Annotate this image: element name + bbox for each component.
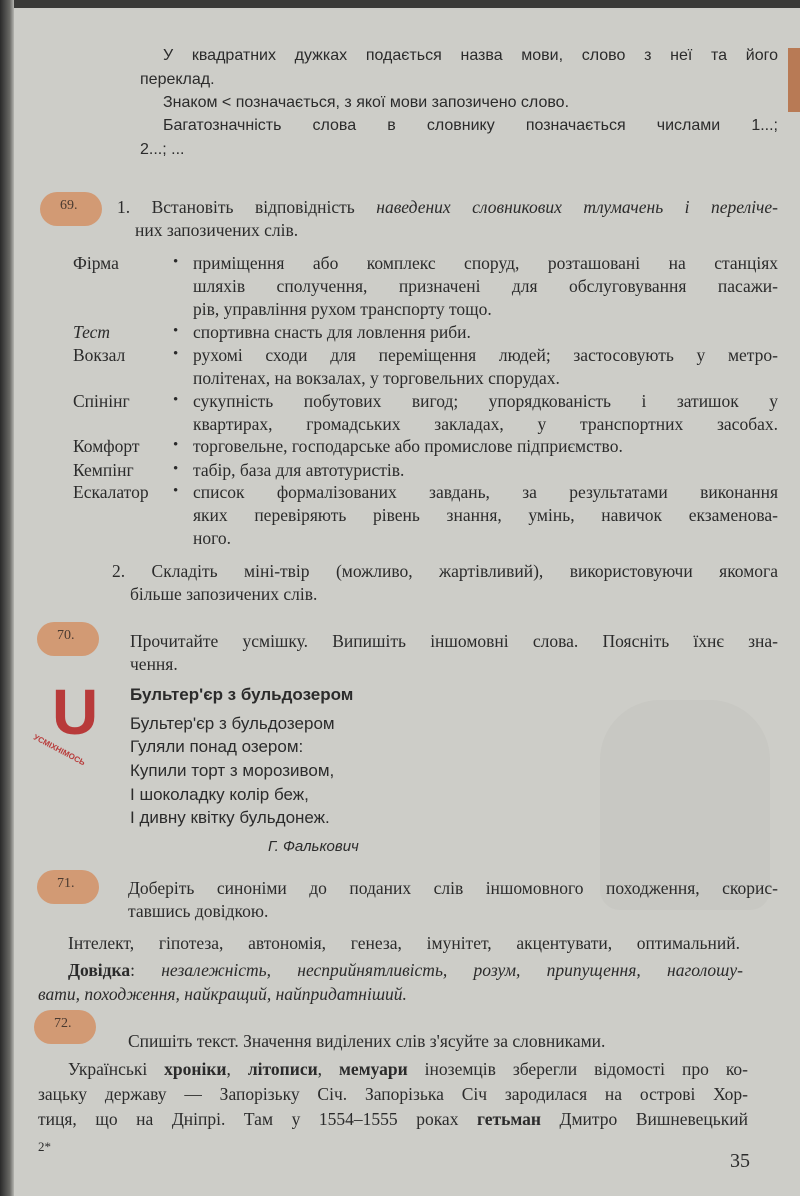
term: Вокзал xyxy=(73,345,126,365)
bullet: • xyxy=(173,392,179,408)
term: Комфорт xyxy=(73,436,140,456)
definition-line: список формалізованих завдань, за результатами виконання xyxy=(193,482,778,502)
definition-line: спортивна снасть для ловлення риби. xyxy=(193,322,471,342)
definition-line: політенах, на вокзалах, у торговельних спорудах. xyxy=(193,368,560,388)
exercise-71-words: Інтелект, гіпотеза, автономія, генеза, імунітет, акцентувати, оптимальний. xyxy=(68,933,740,953)
poem-title: Бультер'єр з бульдозером xyxy=(130,685,354,704)
paragraph-line xyxy=(68,1058,748,1080)
paragraph-line xyxy=(38,1108,748,1130)
text: тиця, що на Дніпрі. Там у 1554–1555 роках xyxy=(38,1109,478,1129)
book-spine-shadow xyxy=(0,0,14,1196)
exercise-71-task-cont: тавшись довідкою. xyxy=(128,901,269,921)
definition-line: ного. xyxy=(193,528,231,548)
intro-line: переклад. xyxy=(140,71,215,88)
definition-line: табір, база для автотуристів. xyxy=(193,460,405,480)
exercise-number-badge: 69. xyxy=(40,192,102,226)
bullet: • xyxy=(173,346,179,362)
definition-line: рухомі сходи для переміщення людей; застосовують у метро- xyxy=(193,345,778,365)
poem-line: Бультер'єр з бульдозером xyxy=(130,714,335,733)
hint-label: Довідка xyxy=(68,960,131,980)
definition-line: квартирах, громадських закладах, у транспортних засобах. xyxy=(193,414,778,434)
term: Тест xyxy=(73,322,111,342)
definition-line: шляхів сполучення, призначені для обслуговування пасажи- xyxy=(193,276,778,296)
highlighted-word: мемуари xyxy=(339,1059,408,1079)
bullet: • xyxy=(173,437,179,453)
text: , xyxy=(317,1059,340,1079)
definition-line: торговельне, господарське або промислове підприємство. xyxy=(193,436,623,456)
poem-line: І шоколадку колір беж, xyxy=(130,785,309,804)
intro-line: Багатозначність слова в словнику позначається числами 1...; xyxy=(163,117,778,134)
exercise-69-task-cont: них запозичених слів. xyxy=(135,220,299,240)
highlighted-word: хроніки xyxy=(164,1059,227,1079)
term: Кемпінг xyxy=(73,460,134,480)
bullet: • xyxy=(173,323,179,339)
task-text: 1. Встановіть відповідність xyxy=(117,197,377,217)
exercise-69-task2-cont: більше запозичених слів. xyxy=(130,584,318,604)
intro-line: 2...; ... xyxy=(140,141,185,158)
term: Фірма xyxy=(73,253,119,273)
intro-line: У квадратних дужках подається назва мови, слово з неї та його xyxy=(163,47,778,64)
logo-letter: U xyxy=(52,676,99,748)
poem-author: Г. Фалькович xyxy=(268,838,359,855)
exercise-71-task: Доберіть синоніми до поданих слів іншомовного походження, скорис- xyxy=(128,878,778,898)
highlighted-word: гетьман xyxy=(477,1109,541,1129)
term: Спінінг xyxy=(73,391,130,411)
page-number: 35 xyxy=(730,1150,750,1172)
definition-line: яких перевіряють рівень знання, умінь, навичок екзаменова- xyxy=(193,505,778,525)
highlighted-word: літописи xyxy=(247,1059,318,1079)
exercise-70-task-cont: чення. xyxy=(130,654,178,674)
logo-text: УСМІХНІМОСЬ xyxy=(31,732,87,768)
exercise-71-hint-cont: вати, походження, найкращий, найпридатніший. xyxy=(38,984,407,1004)
bullet: • xyxy=(173,461,179,477)
hint-words: незалежність, несприйнятливість, розум, припущення, наголошу- xyxy=(161,960,743,980)
text: Українські xyxy=(68,1059,165,1079)
definition-line: сукупність побутових вигод; упорядкованість і затишок у xyxy=(193,391,778,411)
text: , xyxy=(226,1059,248,1079)
bullet: • xyxy=(173,483,179,499)
paragraph-line: зацьку державу — Запорізьку Січ. Запорізька Січ зародилася на острові Хор- xyxy=(38,1084,748,1104)
scan-top-edge xyxy=(0,0,800,8)
smile-logo xyxy=(31,676,118,768)
signature-mark: 2* xyxy=(38,1139,51,1154)
text: Дмитро Вишневецький xyxy=(540,1109,748,1129)
term: Ескалатор xyxy=(73,482,149,502)
exercise-71-hint: Довідка: незалежність, несприйнятливість, розум, припущення, наголошу- xyxy=(68,960,743,980)
poem-line: Купили торт з морозивом, xyxy=(130,761,335,780)
exercise-number-badge: 72. xyxy=(34,1010,96,1044)
bullet: • xyxy=(173,254,179,270)
intro-line: Знаком < позначається, з якої мови запозичено слово. xyxy=(163,94,570,111)
exercise-70-task: Прочитайте усмішку. Випишіть іншомовні слова. Поясніть їхнє зна- xyxy=(130,631,778,651)
page-edge-tab xyxy=(788,48,800,112)
exercise-number-badge: 70. xyxy=(37,622,99,656)
poem-line: Гуляли понад озером: xyxy=(130,737,304,756)
exercise-69-task xyxy=(117,196,778,218)
text: іноземців зберегли відомості про ко- xyxy=(407,1059,749,1079)
exercise-number-badge: 71. xyxy=(37,870,99,904)
task-text-italic: наведених словникових тлумачень і переліче- xyxy=(376,197,779,217)
definition-line: рів, управління рухом транспорту тощо. xyxy=(193,299,492,319)
exercise-69-task2: 2. Складіть міні-твір (можливо, жартівливий), використовуючи якомога xyxy=(112,561,778,581)
exercise-72-task: Спишіть текст. Значення виділених слів з'ясуйте за словниками. xyxy=(128,1031,606,1051)
poem-line: І дивну квітку бульдонеж. xyxy=(130,808,330,827)
definition-line: приміщення або комплекс споруд, розташовані на станціях xyxy=(193,253,778,273)
